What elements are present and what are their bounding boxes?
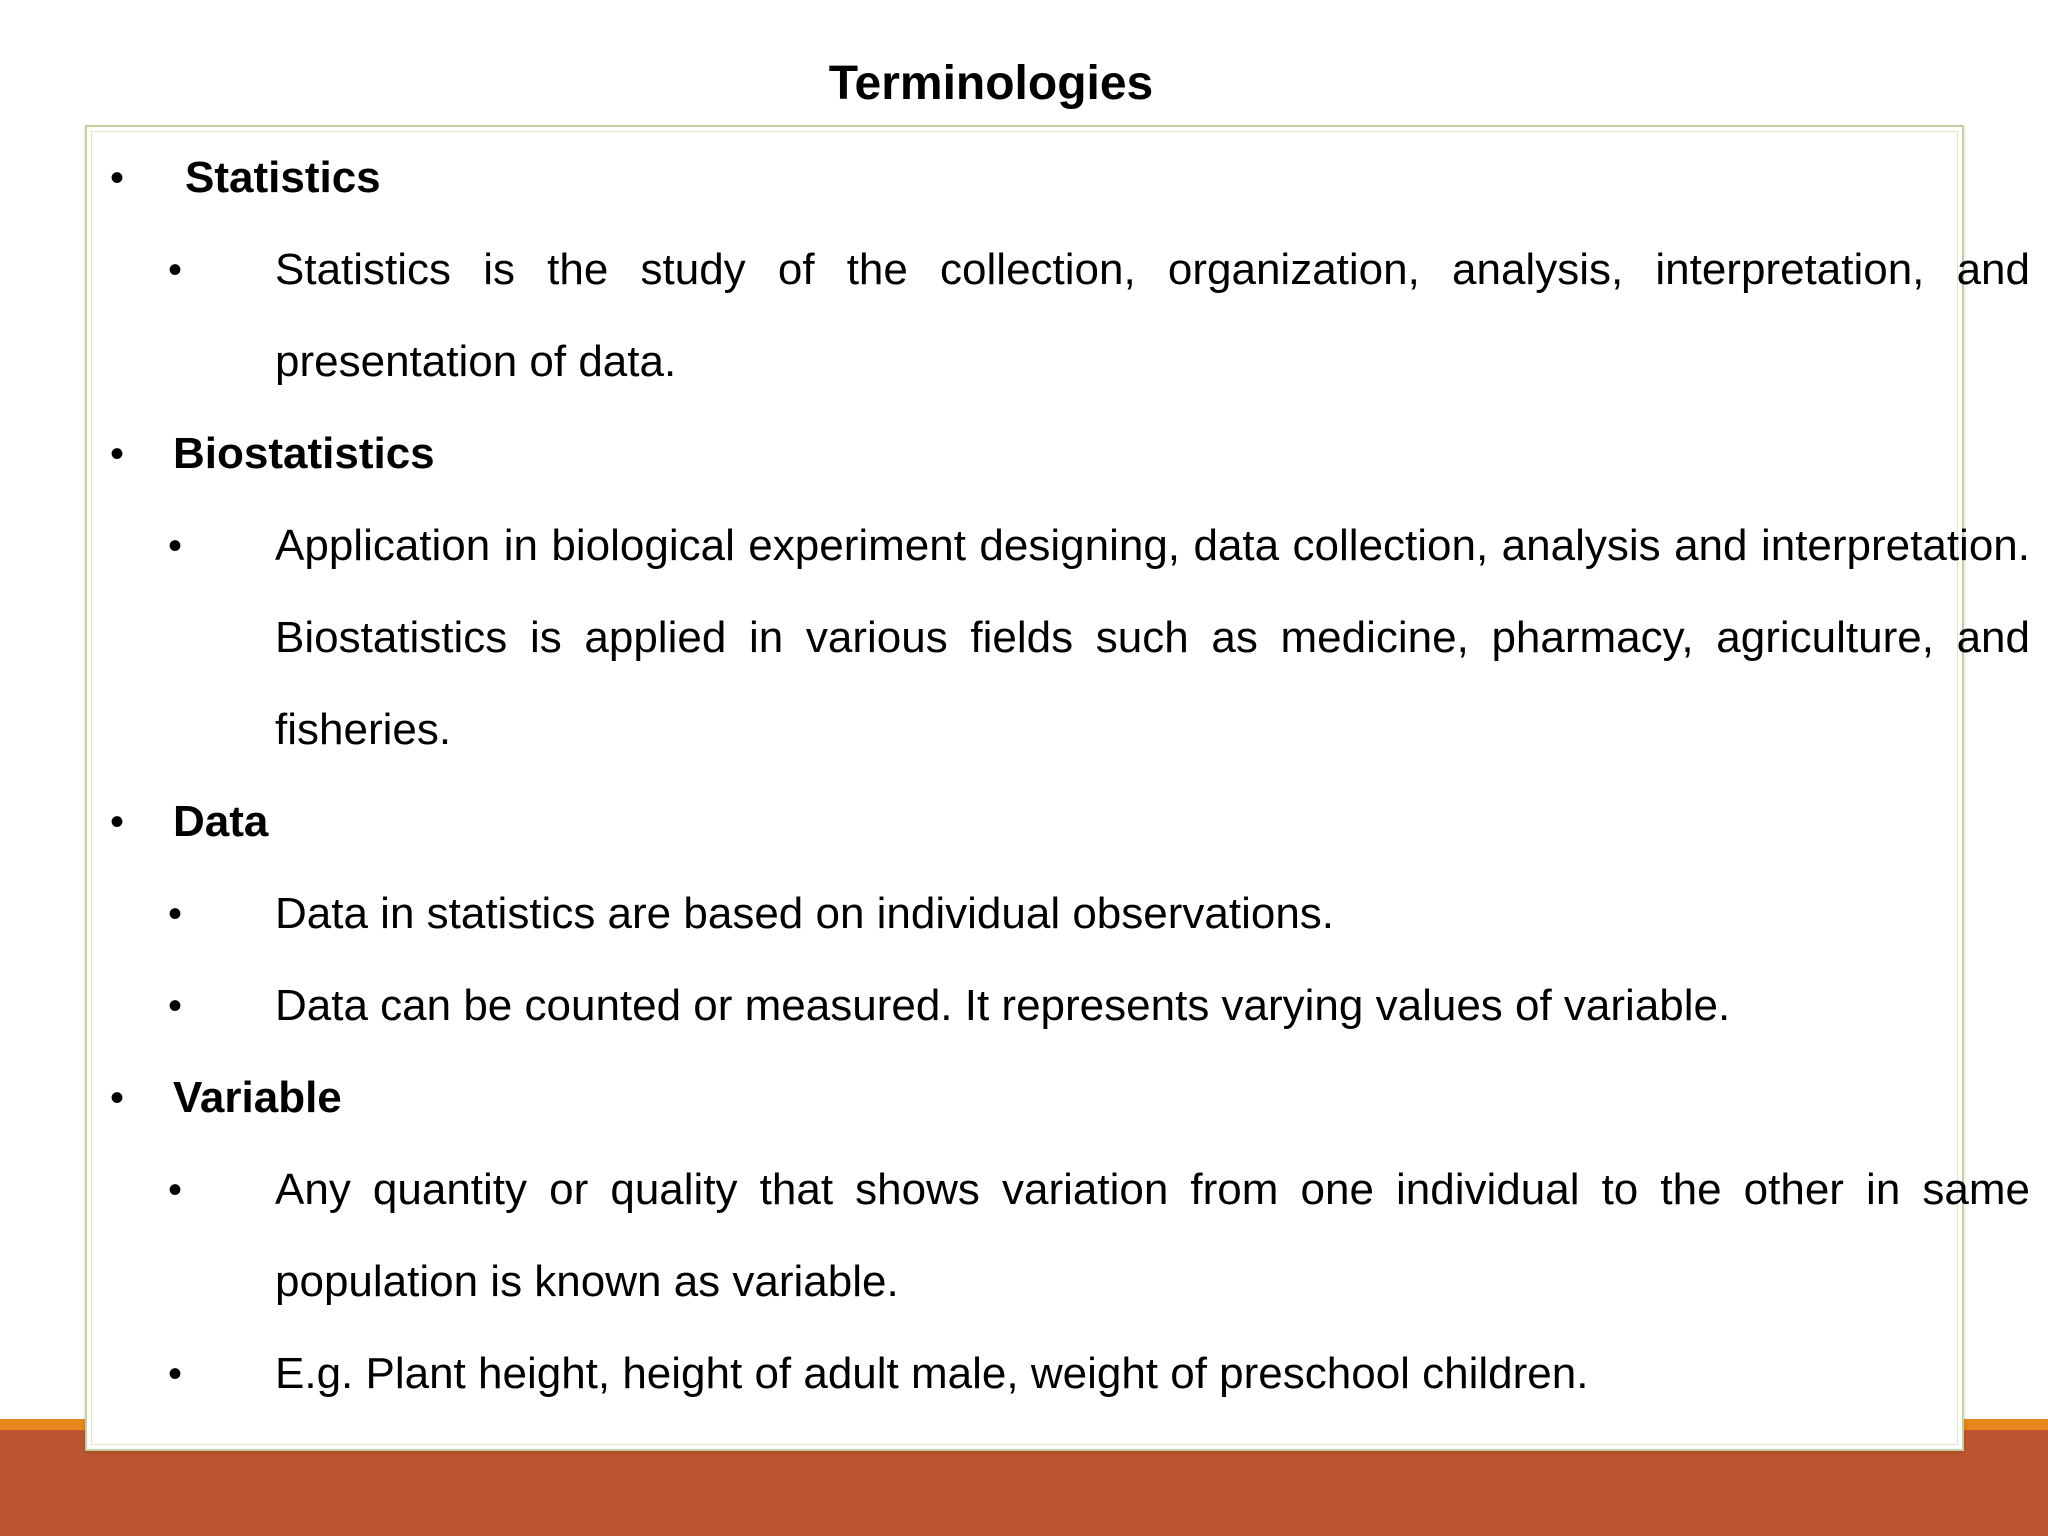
- bullet-icon: •: [168, 248, 183, 292]
- bullet-icon: •: [168, 984, 183, 1028]
- bullet-icon: •: [168, 892, 183, 936]
- bullet-icon: •: [168, 524, 183, 568]
- bullet-icon: •: [109, 156, 124, 200]
- term-point-text: Statistics is the study of the collection, organization, analysis, interpretation, and presentation of data.: [275, 245, 2030, 386]
- term-point: [168, 1144, 2030, 1328]
- bullet-icon: •: [168, 1352, 183, 1396]
- term-point: [168, 868, 2030, 960]
- term-point: [168, 1328, 2030, 1420]
- content-frame: [85, 125, 2030, 1451]
- bullet-icon: •: [109, 800, 124, 844]
- bullet-icon: •: [109, 1076, 124, 1120]
- bullet-icon: •: [168, 1168, 183, 1212]
- bullet-icon: •: [109, 432, 124, 476]
- term-heading-label: Statistics: [185, 153, 381, 202]
- term-point-text: Data can be counted or measured. It represents varying values of variable.: [275, 981, 1731, 1030]
- term-point: [168, 500, 2030, 776]
- term-point: [168, 960, 2030, 1052]
- term-point-text: E.g. Plant height, height of adult male, weight of preschool children.: [275, 1349, 1589, 1398]
- slide-title: Terminologies: [828, 57, 1154, 110]
- term-point: [168, 224, 2030, 408]
- term-point-text: Any quantity or quality that shows variation from one individual to the other in same population is known as variable.: [275, 1165, 2030, 1306]
- term-heading-label: Variable: [173, 1073, 342, 1122]
- term-point-text: Data in statistics are based on individual observations.: [275, 889, 1335, 938]
- term-heading-label: Biostatistics: [173, 429, 435, 478]
- term-heading-label: Data: [173, 797, 269, 846]
- term-point-text: Application in biological experiment designing, data collection, analysis and interpretation. Biostatistics is applied in various fields such as medicine, pharmacy, agriculture, and fisheries.: [275, 521, 2030, 754]
